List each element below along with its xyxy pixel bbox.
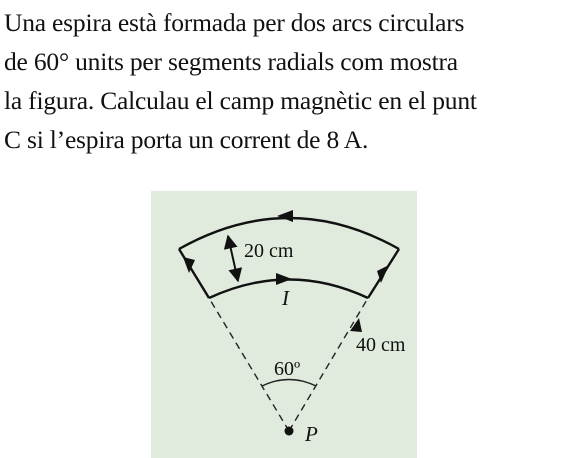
problem-line-4: C si l’espira porta un corrent de 8 A. [4, 125, 369, 154]
problem-line-3: la figura. Calculau el camp magnètic en el punt [4, 86, 477, 115]
problem-line-2: de 60° units per segments radials com mostra [4, 47, 458, 76]
problem-line-1: Una espira està formada per dos arcs circulars [4, 8, 465, 37]
angle-arc [262, 380, 316, 387]
outer-arc-arrow [277, 210, 293, 222]
left-radial-segment [179, 249, 209, 298]
angle-label: 60º [274, 358, 301, 380]
point-p-marker [285, 427, 294, 436]
loop-diagram [151, 191, 417, 458]
problem-statement [4, 3, 564, 159]
width-label: 20 cm [244, 240, 294, 262]
width-dimension-arrow [228, 236, 238, 281]
loop-figure [151, 191, 417, 458]
inner-arc-arrow [276, 273, 292, 285]
point-label: P [305, 422, 318, 446]
right-dashed-radius [289, 298, 368, 431]
current-label: I [282, 286, 289, 310]
radius-label: 40 cm [356, 334, 406, 356]
